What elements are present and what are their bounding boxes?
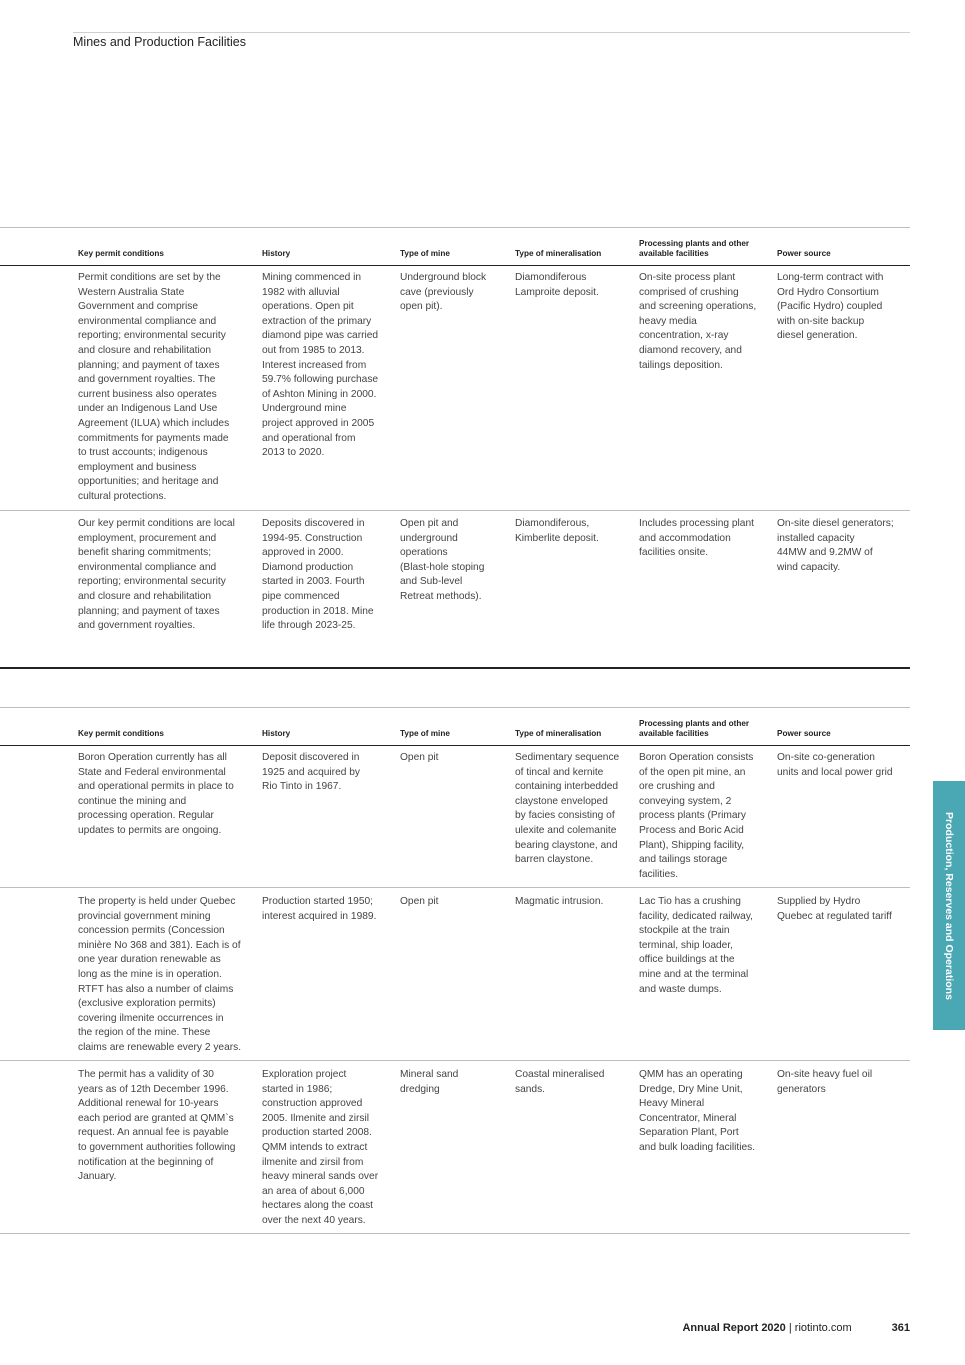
mineralisation-cell: Diamondiferous, Kimberlite deposit. [515, 518, 599, 544]
mine-type-cell: Open pit [400, 896, 439, 907]
processing-cell: Lac Tio has a crushing facility, dedicated railway, stockpile at the train terminal, ship loader, office buildings at the mine and at the terminal and waste dumps. [639, 896, 753, 995]
footer-report: Annual Report 2020 [682, 1322, 786, 1334]
mineralisation-cell: Sedimentary sequence of tincal and kernite containing interbedded claystone enveloped by facies consisting of ulexite and colemanite bearing claystone, and barren claystone. [515, 752, 620, 866]
footer-site-link[interactable]: riotinto.com [794, 1322, 852, 1334]
mineralisation-cell: Magmatic intrusion. [515, 896, 604, 907]
col-mine-type: Type of mine [400, 249, 450, 258]
section-divider [0, 667, 910, 669]
col-key-permit: Key permit conditions [78, 729, 164, 738]
power-cell: Supplied by Hydro Quebec at regulated tariff [777, 896, 892, 922]
power-cell: On-site diesel generators; installed capacity 44MW and 9.2MW of wind capacity. [777, 518, 894, 573]
table-row [0, 510, 910, 642]
col-mineralisation: Type of mineralisation [515, 249, 602, 258]
history-cell: Exploration project started in 1986; construction approved 2005. Ilmenite and zirsil production started 2008. QMM intends to extract ilmenite and zirsil from heavy mineral sands over an area of about 6,000 hectares along the coast over the next 40 years. [262, 1069, 379, 1226]
side-tab-label: Production, Reserves and Operations [943, 811, 955, 1000]
history-cell: Production started 1950; interest acquired in 1989. [262, 896, 377, 922]
mineralisation-cell: Coastal mineralised sands. [515, 1069, 605, 1095]
table-header [0, 227, 910, 266]
power-cell: Long-term contract with Ord Hydro Consortium (Pacific Hydro) coupled with on-site backup diesel generation. [777, 272, 884, 342]
key-permit-cell: Boron Operation currently has all State and Federal environmental and operational permits in place to continue the mining and processing operation. Regular updates to permits are ongoing. [78, 752, 234, 836]
col-processing: Processing plants and other available facilities [639, 719, 750, 738]
history-cell: Mining commenced in 1982 with alluvial operations. Open pit extraction of the primary diamond pipe was carried out from 1985 to 2013. Interest increased from 59.7% following purchase of Ashton Mining in 2000. Underground mine project approved in 2005 and operational from 2013 to 2020. [262, 272, 379, 459]
table-row [0, 744, 910, 888]
history-cell: Deposit discovered in 1925 and acquired by Rio Tinto in 1967. [262, 752, 360, 793]
col-power: Power source [777, 249, 831, 258]
col-key-permit: Key permit conditions [78, 249, 164, 258]
footer-separator: | [785, 1322, 795, 1334]
mine-type-cell: Underground block cave (previously open pit). [400, 272, 487, 313]
table-header [0, 707, 910, 746]
history-cell: Deposits discovered in 1994-95. Construction approved in 2000. Diamond production started in 2003. Fourth pipe commenced production in 2018. Mine life through 2023-25. [262, 518, 374, 632]
page-number: 361 [891, 1322, 910, 1334]
key-permit-cell: The permit has a validity of 30 years as of 12th December 1996. Additional renewal for 10-years each period are granted at QMM`s request. An annual fee is payable to government authorities following notification at the beginning of January. [78, 1069, 236, 1183]
processing-cell: Includes processing plant and accommodation facilities onsite. [639, 518, 754, 559]
table-row [0, 888, 910, 1061]
col-mine-type: Type of mine [400, 729, 450, 738]
mineralisation-cell: Diamondiferous Lamproite deposit. [515, 272, 599, 298]
col-power: Power source [777, 729, 831, 738]
page-title: Mines and Production Facilities [73, 35, 246, 49]
key-permit-cell: The property is held under Quebec provincial government mining concession permits (Concession minière No 368 and 381). Each is of one year duration renewable as long as the mine is in operation. RTFT has also a number of claims (exclusive exploration permits) covering ilmenite occurrences in the region of the mine. These claims are renewable every 2 years. [78, 896, 242, 1053]
section-side-tab[interactable] [933, 781, 965, 1030]
mine-type-cell: Mineral sand dredging [400, 1069, 459, 1095]
power-cell: On-site heavy fuel oil generators [777, 1069, 873, 1095]
col-mineralisation: Type of mineralisation [515, 729, 602, 738]
col-history: History [262, 249, 291, 258]
power-cell: On-site co-generation units and local power grid [777, 752, 893, 778]
table-row [0, 1061, 910, 1234]
mine-type-cell: Open pit [400, 752, 439, 763]
key-permit-cell: Our key permit conditions are local employment, procurement and benefit sharing commitments; environmental compliance and reporting; environmental security and closure and rehabilitation planning; and payment of taxes and government royalties. [78, 518, 235, 632]
processing-cell: Boron Operation consists of the open pit mine, an ore crushing and conveying system, 2 process plants (Primary Process and Boric Acid Plant), Shipping facility, and tailings storage facilities. [639, 752, 754, 880]
col-processing: Processing plants and other available facilities [639, 239, 750, 258]
key-permit-cell: Permit conditions are set by the Western Australia State Government and comprise environmental compliance and reporting; environmental security and closure and rehabilitation planning; and payment of taxes and government royalties. The current business also operates under an Indigenous Land Use Agreement (ILUA) which includes commitments for payments made to trust accounts; indigenous employment and business opportunities; and heritage and cultural protections. [78, 272, 230, 502]
col-history: History [262, 729, 291, 738]
mine-type-cell: Open pit and underground operations (Blast-hole stoping and Sub-level Retreat methods). [400, 518, 485, 602]
processing-cell: On-site process plant comprised of crushing and screening operations, heavy media concentration, x-ray diamond recovery, and tailings deposition. [639, 272, 757, 371]
page-footer [682, 1322, 910, 1334]
processing-cell: QMM has an operating Dredge, Dry Mine Unit, Heavy Mineral Concentrator, Mineral Separation Plant, Port and bulk loading facilities. [639, 1069, 756, 1153]
top-rule [73, 32, 910, 33]
table-row [0, 264, 910, 511]
